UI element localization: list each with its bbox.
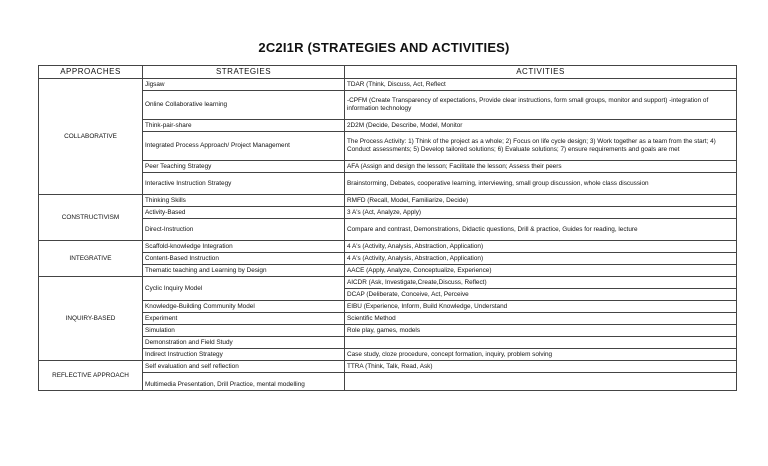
activity-cell: 3 A's (Act, Analyze, Apply) [345,207,737,219]
activity-cell: 2D2M (Decide, Describe, Model, Monitor [345,120,737,132]
header-strategies: STRATEGIES [143,66,345,79]
approach-reflective: REFLECTIVE APPROACH [39,361,143,391]
table-row [39,325,737,337]
table-row [39,219,737,241]
strategy-cell: Content-Based Instruction [143,253,345,265]
table-row [39,91,737,120]
strategy-cell: Integrated Process Approach/ Project Management [143,132,345,161]
activity-cell: Scientific Method [345,313,737,325]
approach-integrative: INTEGRATIVE [39,241,143,277]
strategy-cell: Jigsaw [143,79,345,91]
table-row [39,277,737,289]
document-title: 2C2I1R (STRATEGIES AND ACTIVITIES) [258,40,510,55]
strategy-cell: Online Collaborative learning [143,91,345,120]
table-row [39,265,737,277]
strategy-cell: Cyclic Inquiry Model [143,277,345,301]
activity-cell: Brainstorming, Debates, cooperative learning, interviewing, small group discussion, whole class discussion [345,173,737,195]
table-row [39,161,737,173]
activity-cell: 4 A's (Activity, Analysis, Abstraction, Application) [345,253,737,265]
activity-cell: 4 A's (Activity, Analysis, Abstraction, Application) [345,241,737,253]
activity-cell: AICDR (Ask, Investigate,Create,Discuss, Reflect) [345,277,737,289]
activity-cell: TTRA (Think, Talk, Read, Ask) [345,361,737,373]
table-row [39,337,737,349]
strategy-cell: Direct-Instruction [143,219,345,241]
table-row [39,173,737,195]
strategy-cell: Scaffold-knowledge Integration [143,241,345,253]
table-row [39,253,737,265]
strategy-cell: Simulation [143,325,345,337]
strategy-cell: Multimedia Presentation, Drill Practice, mental modelling [143,373,345,391]
strategy-cell: Peer Teaching Strategy [143,161,345,173]
table-row [39,301,737,313]
activity-cell [345,373,737,391]
strategy-cell: Interactive Instruction Strategy [143,173,345,195]
activity-cell: EIBU (Experience, Inform, Build Knowledge, Understand [345,301,737,313]
approach-inquiry-based: INQUIRY-BASED [39,277,143,361]
activity-cell: RMFD (Recall, Model, Familiarize, Decide) [345,195,737,207]
strategy-cell: Knowledge-Building Community Model [143,301,345,313]
table-row [39,349,737,361]
table-row [39,361,737,373]
header-activities: ACTIVITIES [345,66,737,79]
table-row [39,195,737,207]
activity-cell: Case study, cloze procedure, concept formation, inquiry, problem solving [345,349,737,361]
activity-cell: AFA (Assign and design the lesson; Facilitate the lesson; Assess their peers [345,161,737,173]
table-row [39,207,737,219]
approach-collaborative: COLLABORATIVE [39,79,143,195]
activity-cell: The Process Activity: 1) Think of the project as a whole; 2) Focus on life cycle design; 3) Work together as a team from the start; 4) Conduct assessments; 5) Develop tailored solutions; 6) Evaluate solutions; 7) ensure requirements and goals are met [345,132,737,161]
header-row [39,66,737,79]
header-approaches: APPROACHES [39,66,143,79]
strategy-cell: Experiment [143,313,345,325]
strategy-cell: Self evaluation and self reflection [143,361,345,373]
activity-cell: Role play, games, models [345,325,737,337]
strategy-cell: Thematic teaching and Learning by Design [143,265,345,277]
strategy-cell: Thinking Skills [143,195,345,207]
table-row [39,132,737,161]
table-row [39,313,737,325]
strategy-cell: Demonstration and Field Study [143,337,345,349]
table-row [39,79,737,91]
strategy-cell: Indirect Instruction Strategy [143,349,345,361]
table-row [39,241,737,253]
approach-constructivism: CONSTRUCTIVISM [39,195,143,241]
strategy-cell: Activity-Based [143,207,345,219]
table-row [39,373,737,391]
activity-cell [345,337,737,349]
table-row [39,120,737,132]
activity-cell: -CPFM (Create Transparency of expectations, Provide clear instructions, form small groups, monitor and support) -integration of information technology [345,91,737,120]
activity-cell: DCAP (Deliberate, Conceive, Act, Perceive [345,289,737,301]
activity-cell: AACE (Apply, Analyze, Conceptualize, Experience) [345,265,737,277]
strategy-cell: Think-pair-share [143,120,345,132]
strategies-table [38,65,737,391]
activity-cell: TDAR (Think, Discuss, Act, Reflect [345,79,737,91]
activity-cell: Compare and contrast, Demonstrations, Didactic questions, Drill & practice, Guides for reading, lecture [345,219,737,241]
